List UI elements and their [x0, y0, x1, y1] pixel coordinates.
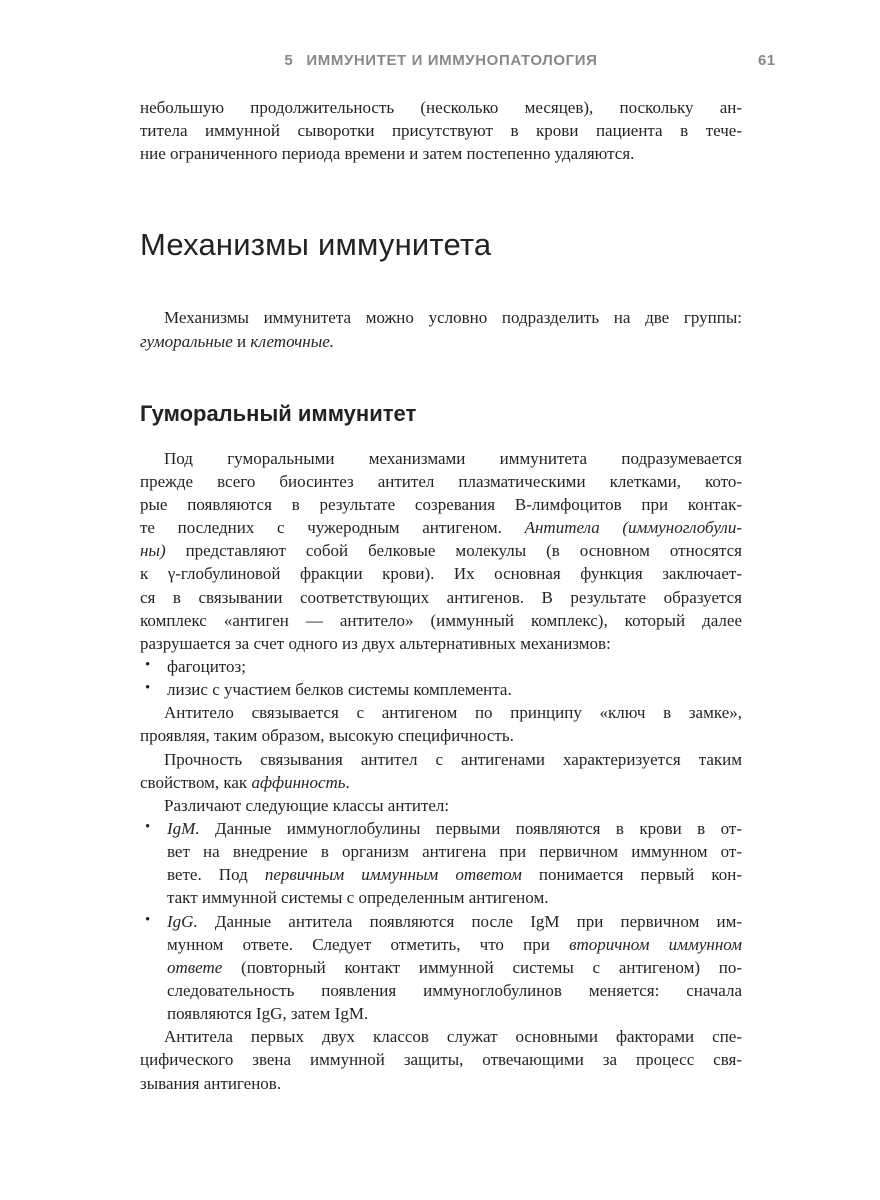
- text-run: вете. Под: [167, 865, 265, 885]
- text-run: Антитела первых двух классов служат основными факторами спе-: [164, 1027, 742, 1047]
- text-run: Различают следующие классы антител:: [164, 795, 450, 815]
- text-run: понимается первый кон-: [521, 865, 742, 885]
- list-item: [140, 910, 742, 1026]
- text-run: фагоцитоз;: [167, 656, 246, 676]
- list-item: [140, 655, 742, 678]
- bullet-icon: •: [145, 680, 151, 697]
- italic-text: Антитела (иммуноглобули-: [524, 518, 742, 538]
- text-run: проявляя, таким образом, высокую специфичность.: [140, 726, 514, 746]
- paragraph: [140, 748, 742, 794]
- text-run: разрушается за счет одного из двух альтернативных механизмов:: [140, 633, 611, 653]
- text-line: [140, 562, 742, 585]
- text-run: титела иммунной сыворотки присутствуют в крови пациента в тече-: [140, 121, 742, 141]
- text-line: [140, 142, 742, 165]
- text-line: [140, 794, 742, 817]
- text-run: те последних с чужеродным антигеном.: [140, 518, 525, 538]
- text-run: представляют собой белковые молекулы (в основном относятся: [165, 541, 742, 561]
- paragraph: [140, 701, 742, 747]
- text-run: (повторный контакт иммунной системы с антигеном) по-: [222, 957, 742, 977]
- paragraph: [140, 794, 742, 817]
- text-run: вет на внедрение в организм антигена при первичном иммунном от-: [167, 842, 742, 862]
- text-run: ся в связывании соответствующих антигенов. В результате образуется: [140, 587, 742, 607]
- content-column: [140, 96, 742, 1095]
- text-line: [140, 701, 742, 724]
- text-run: Прочность связывания антител с антигенами характеризуется таким: [164, 749, 742, 769]
- text-run: комплекс «антиген — антитело» (иммунный комплекс), который далее: [140, 610, 742, 630]
- bullet-icon: •: [145, 818, 151, 835]
- italic-text: клеточные.: [250, 331, 334, 351]
- text-run: и: [232, 331, 251, 351]
- italic-text: вторичном иммунном: [569, 934, 742, 954]
- running-header: [140, 52, 742, 69]
- chapter-title: ИММУНИТЕТ И ИММУНОПАТОЛОГИЯ: [306, 52, 598, 69]
- text-line: [167, 979, 742, 1002]
- text-run: мунном ответе. Следует отметить, что при: [167, 934, 570, 954]
- text-line: [167, 910, 742, 933]
- italic-text: IgG.: [167, 911, 198, 931]
- italic-text: ны): [140, 541, 166, 561]
- text-line: [167, 1002, 742, 1025]
- text-line: [140, 632, 742, 655]
- text-line: [140, 609, 742, 632]
- text-line: [167, 956, 742, 979]
- paragraph: [140, 96, 742, 165]
- bullet-icon: •: [145, 911, 151, 928]
- text-run: следовательность появления иммуноглобулинов меняется: сначала: [167, 980, 742, 1000]
- page-number: 61: [758, 52, 776, 69]
- text-line: [140, 516, 742, 539]
- text-run: прежде всего биосинтез антител плазматическими клетками, кото-: [140, 471, 742, 491]
- text-line: [140, 539, 742, 562]
- text-run: Антитело связывается с антигеном по принципу «ключ в замке»,: [164, 703, 742, 723]
- paragraph: [140, 1025, 742, 1094]
- paragraph: [140, 447, 742, 655]
- text-line: [167, 886, 742, 909]
- paragraph: [140, 306, 742, 352]
- text-line: [167, 817, 742, 840]
- text-line: [140, 1072, 742, 1095]
- text-line: [167, 655, 742, 678]
- text-line: [140, 330, 742, 353]
- list-item: [140, 817, 742, 910]
- text-run: появляются IgG, затем IgM.: [167, 1004, 369, 1024]
- text-line: [167, 863, 742, 886]
- text-line: [140, 1048, 742, 1071]
- text-line: [140, 586, 742, 609]
- text-run: Данные иммуноглобулины первыми появляются в крови в от-: [199, 818, 742, 838]
- text-run: к γ-глобулиновой фракции крови). Их основная функция заключает-: [140, 564, 742, 584]
- list-item: [140, 678, 742, 701]
- chapter-number: 5: [284, 52, 294, 69]
- text-line: [140, 447, 742, 470]
- italic-text: IgM.: [167, 818, 200, 838]
- text-line: [140, 724, 742, 747]
- text-run: лизис с участием белков системы комплемента.: [167, 680, 512, 700]
- text-run: цифического звена иммунной защиты, отвечающими за процесс свя-: [140, 1050, 742, 1070]
- text-run: Механизмы иммунитета можно условно подразделить на две группы:: [164, 308, 742, 328]
- text-line: [140, 493, 742, 516]
- text-run: небольшую продолжительность (несколько месяцев), поскольку ан-: [140, 98, 742, 117]
- text-line: [140, 748, 742, 771]
- text-line: [140, 119, 742, 142]
- text-line: [140, 470, 742, 493]
- bullet-icon: •: [145, 656, 151, 673]
- text-run: ние ограниченного периода времени и затем постепенно удаляются.: [140, 144, 635, 164]
- text-run: зывания антигенов.: [140, 1073, 282, 1093]
- text-run: свойством, как: [140, 772, 252, 792]
- text-line: [167, 840, 742, 863]
- text-run: рые появляются в результате созревания В-лимфоцитов при контак-: [140, 494, 742, 514]
- text-run: такт иммунной системы с определенным антигеном.: [167, 888, 549, 908]
- text-run: .: [345, 772, 350, 792]
- text-line: [140, 771, 742, 794]
- section-heading: Механизмы иммунитета: [140, 227, 492, 263]
- text-run: Данные антитела появляются после IgM при первичном им-: [197, 911, 742, 931]
- italic-text: ответе: [167, 957, 223, 977]
- text-line: [140, 96, 742, 119]
- text-line: [167, 678, 742, 701]
- subsection-heading: Гуморальный иммунитет: [140, 400, 417, 426]
- text-line: [167, 933, 742, 956]
- text-line: [140, 306, 742, 329]
- italic-text: первичным иммунным ответом: [264, 865, 522, 885]
- italic-text: аффинность: [251, 772, 346, 792]
- italic-text: гуморальные: [140, 331, 233, 351]
- text-run: Под гуморальными механизмами иммунитета подразумевается: [164, 448, 742, 468]
- text-line: [140, 1025, 742, 1048]
